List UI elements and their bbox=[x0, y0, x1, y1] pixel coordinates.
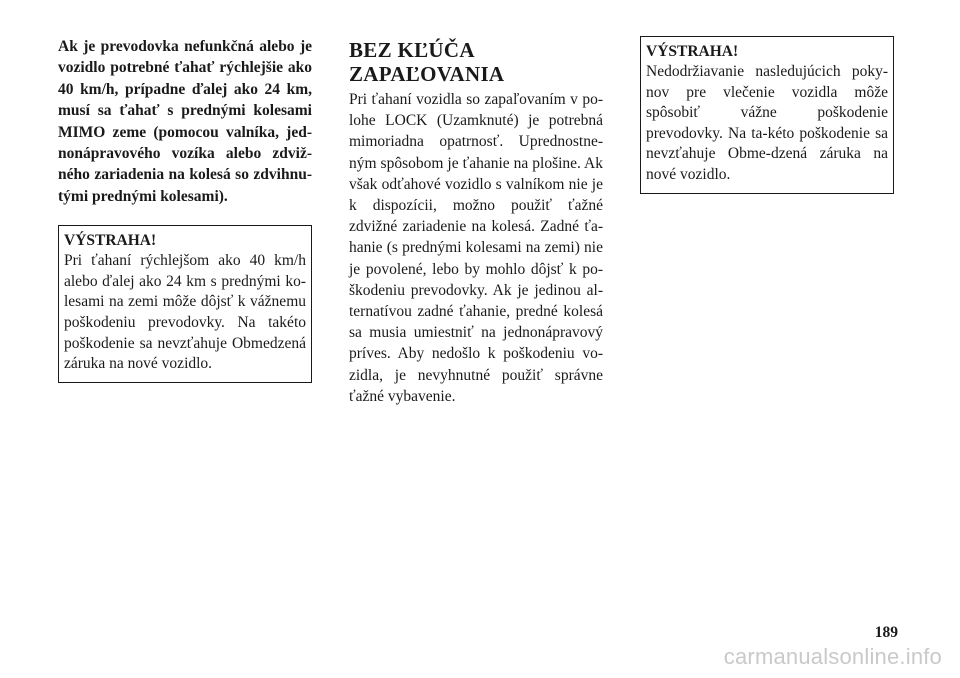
section-heading-line2: ZAPAĽOVANIA bbox=[349, 62, 505, 86]
section-heading-line1: BEZ KĽÚČA bbox=[349, 38, 475, 62]
towing-intro-paragraph: Ak je prevodovka nefunkčná alebo je vozidlo potrebné ťahať rýchlejšie ako 40 km/h, prípadne ďalej ako 24 km, musí sa ťahať s prednými kolesami MIMO zeme (pomocou valníka, jed-nonápravového vozíka alebo zdviž-ného zariadenia na kolesá so zdvihnu-tými prednými kolesami). bbox=[58, 38, 312, 205]
section-heading bbox=[349, 38, 603, 86]
right-column bbox=[640, 36, 894, 194]
warning-title: VÝSTRAHA! bbox=[646, 43, 739, 60]
warning-text: Nedodržiavanie nasledujúcich poky-nov pre vlečenie vozidla môže spôsobiť vážne poškodenie prevodovky. Na ta-kéto poškodenie sa nevzťahuje Obme-dzená záruka na nové vozidlo. bbox=[646, 63, 888, 183]
left-column bbox=[58, 36, 312, 383]
warning-box bbox=[58, 225, 312, 383]
warning-box bbox=[640, 36, 894, 194]
section-body-paragraph: Pri ťahaní vozidla so zapaľovaním v po-lohe LOCK (Uzamknuté) je potrebná mimoriadna opatrnosť. Uprednostne-ným spôsobom je ťahanie na plošine. Ak však odťahové vozidlo s valníkom nie je k dispozícii, možno použiť ťažné zdvižné zariadenie na kolesá. Zadné ťa-hanie (s prednými kolesami na zemi) nie je povolené, lebo by mohlo dôjsť k po-škodeniu prevodovky. Ak je jedinou al-ternatívou zadné ťahanie, predné kolesá sa musia umiestniť na jednonápravový príves. Aby nedošlo k poškodeniu vo-zidla, je nevyhnutné použiť správne ťažné vybavenie. bbox=[349, 91, 603, 405]
middle-column bbox=[349, 36, 603, 407]
watermark: carmanualsonline.info bbox=[723, 644, 942, 669]
page-number: 189 bbox=[874, 624, 898, 641]
warning-title: VÝSTRAHA! bbox=[64, 232, 157, 250]
warning-text: Pri ťahaní rýchlejšom ako 40 km/h alebo ďalej ako 24 km s prednými ko-lesami na zemi môže dôjsť k vážnemu poškodeniu prevodovky. Na takéto poškodenie sa nevzťahuje Obmedzená záruka na nové vozidlo. bbox=[64, 252, 306, 373]
